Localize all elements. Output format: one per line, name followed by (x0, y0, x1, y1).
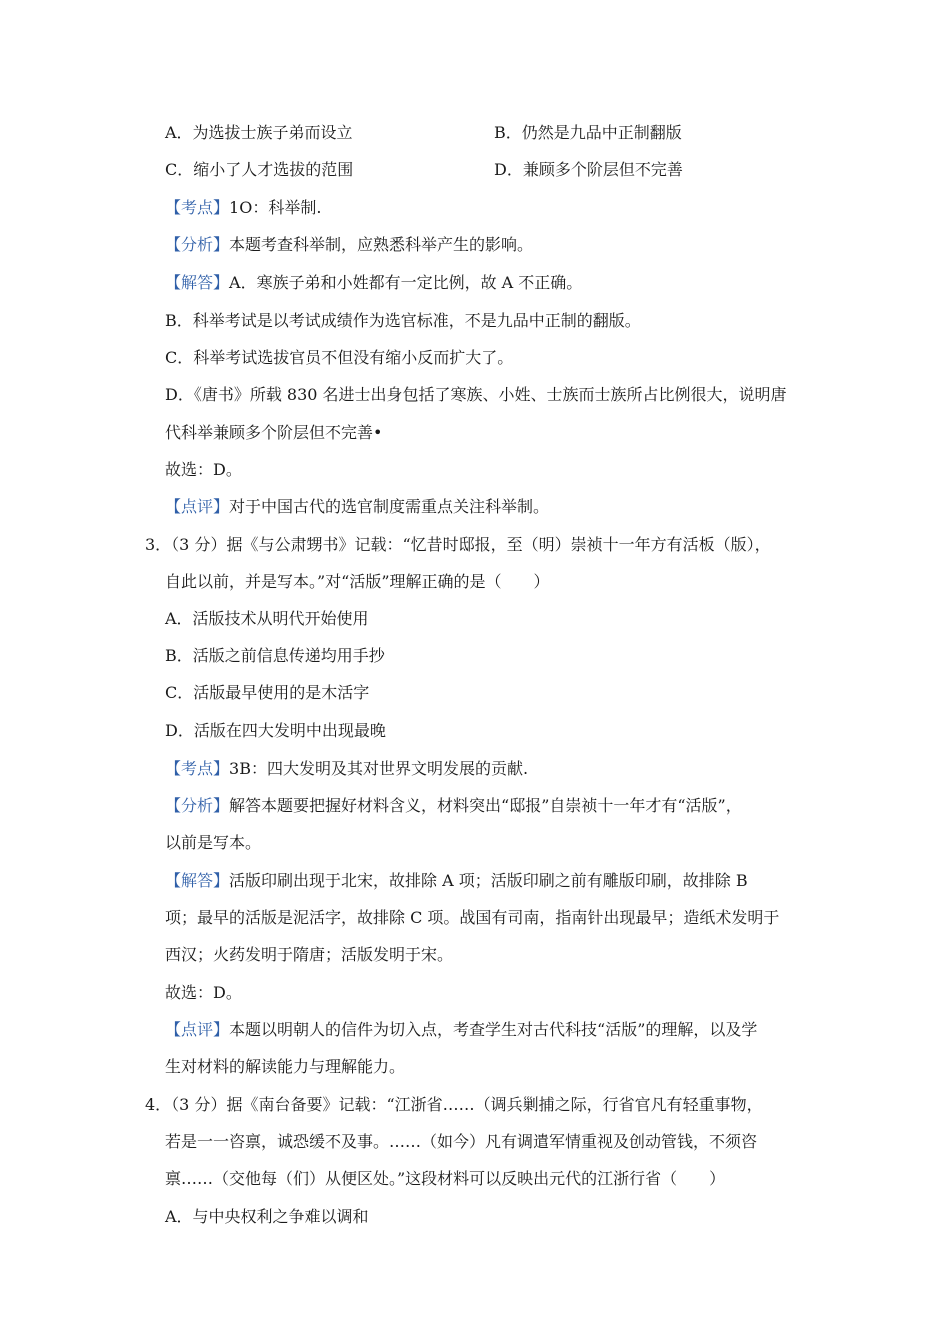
q3-answer: 故选：D。 (165, 983, 242, 1002)
q2-jieda-line-2: B．科举考试是以考试成绩作为选官标准，不是九品中正制的翻版。 (165, 311, 641, 330)
kaodian-tag: 【考点】 (165, 759, 230, 778)
q2-dianping (165, 496, 549, 518)
jieda-line-1: A．寒族子弟和小姓都有一定比例，故 A 不正确。 (229, 273, 583, 292)
jieda-tag: 【解答】 (165, 273, 230, 292)
fenxi-tag: 【分析】 (165, 796, 230, 815)
q2-option-c: C．缩小了人才选拔的范围 (165, 160, 354, 179)
q2-option-b: B．仍然是九品中正制翻版 (494, 123, 682, 142)
q2-fenxi (165, 234, 533, 256)
q2-jieda-line-5: 代科举兼顾多个阶层但不完善• (165, 423, 383, 442)
q2-jieda (165, 272, 582, 294)
q4-option-a: A．与中央权利之争难以调和 (165, 1207, 369, 1226)
q3-dianping-line-2: 生对材料的解读能力与理解能力。 (165, 1057, 406, 1076)
q2-kaodian (165, 197, 321, 219)
q3-jieda-line-2: 项；最早的活版是泥活字，故排除 C 项。战国有司南，指南针出现最早；造纸术发明于 (165, 908, 780, 927)
jieda-text: 活版印刷出现于北宋，故排除 A 项；活版印刷之前有雕版印刷，故排除 B (229, 871, 748, 890)
fenxi-text: 本题考查科举制，应熟悉科举产生的影响。 (229, 235, 534, 254)
jieda-tag: 【解答】 (165, 871, 230, 890)
q3-kaodian (165, 758, 528, 780)
q4-stem-line-3: 禀……（交他每（们）从便区处。”这段材料可以反映出元代的江浙行省（ ） (165, 1169, 726, 1188)
q3-dianping (165, 1019, 757, 1041)
dianping-text: 本题以明朝人的信件为切入点，考查学生对古代科技“活版”的理解，以及学 (229, 1020, 758, 1039)
q3-option-a: A．活版技术从明代开始使用 (165, 609, 369, 628)
dianping-tag: 【点评】 (165, 497, 230, 516)
q2-option-d: D．兼顾多个阶层但不完善 (494, 160, 683, 179)
dianping-tag: 【点评】 (165, 1020, 230, 1039)
q3-stem-line-2: 自此以前，并是写本。”对“活版”理解正确的是（ ） (165, 572, 550, 591)
kaodian-tag: 【考点】 (165, 198, 230, 217)
kaodian-text: 3B：四大发明及其对世界文明发展的贡献. (229, 759, 529, 778)
q3-option-b: B．活版之前信息传递均用手抄 (165, 646, 385, 665)
q3-jieda (165, 870, 748, 892)
q3-fenxi-line-2: 以前是写本。 (165, 833, 262, 852)
q3-option-d: D．活版在四大发明中出现最晚 (165, 721, 386, 740)
q2-option-a: A．为选拔士族子弟而设立 (165, 123, 353, 142)
fenxi-text: 解答本题要把握好材料含义，材料突出“邸报”自崇祯十一年才有“活版”， (229, 796, 742, 815)
q4-stem-line-2: 若是一一咨禀，诚恐缓不及事。……（如今）凡有调遣军情重视及创动管钱，不须咨 (165, 1132, 758, 1151)
kaodian-text: 1O：科举制. (229, 198, 322, 217)
q3-stem-line-1: 3．（3 分）据《与公肃甥书》记载：“忆昔时邸报，至（明）崇祯十一年方有活板（版）， (145, 535, 771, 554)
q3-option-c: C．活版最早使用的是木活字 (165, 683, 370, 702)
q2-jieda-line-3: C．科举考试选拔官员不但没有缩小反而扩大了。 (165, 348, 514, 367)
dianping-text: 对于中国古代的选官制度需重点关注科举制。 (229, 497, 550, 516)
fenxi-tag: 【分析】 (165, 235, 230, 254)
q2-jieda-line-4: D．《唐书》所载 830 名进士出身包括了寒族、小姓、士族而士族所占比例很大，说明唐 (165, 385, 787, 404)
q4-stem-line-1: 4．（3 分）据《南台备要》记载：“江浙省……（调兵剿捕之际，行省官凡有轻重事物， (145, 1095, 763, 1114)
q3-fenxi (165, 795, 742, 817)
q3-jieda-line-3: 西汉；火药发明于隋唐；活版发明于宋。 (165, 945, 454, 964)
q2-answer: 故选：D。 (165, 460, 242, 479)
